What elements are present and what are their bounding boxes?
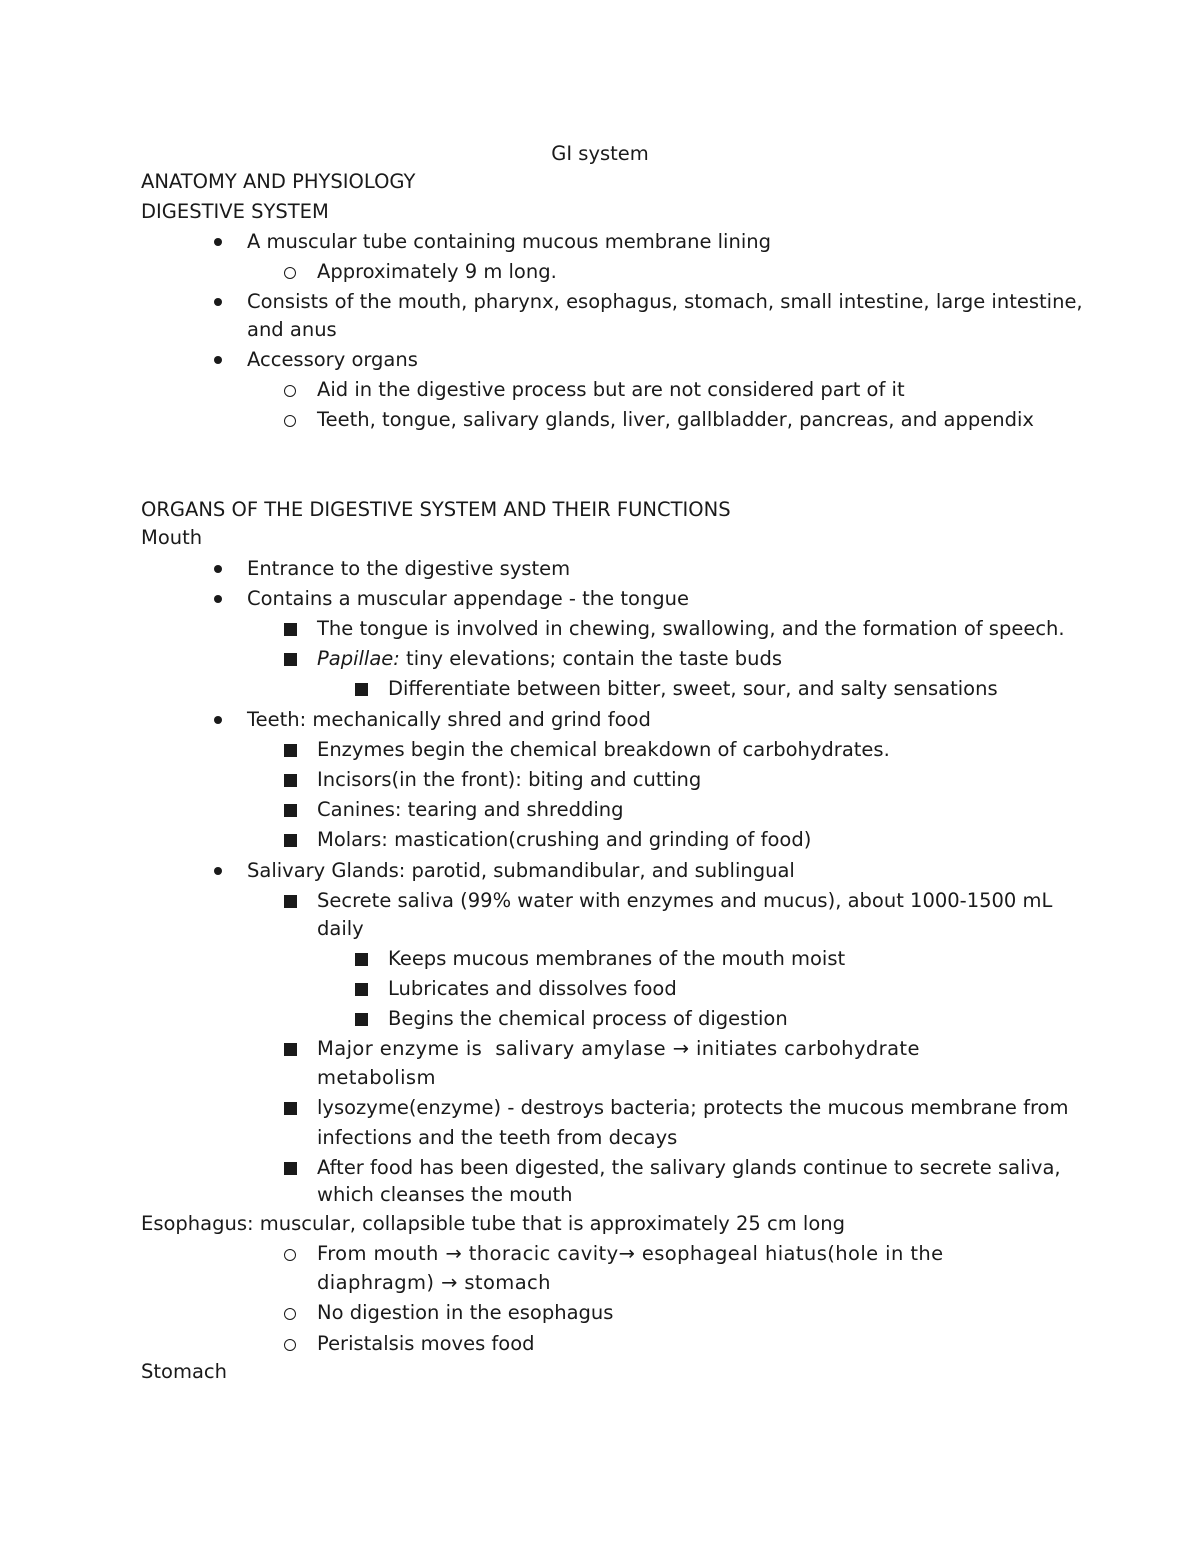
list-item-text: After food has been digested, the salivary glands continue to secrete saliva, — [317, 1156, 1061, 1179]
list-item-text: Teeth: mechanically shred and grind food — [247, 708, 651, 731]
list-item — [317, 796, 624, 824]
list-item — [388, 1005, 788, 1033]
bullet-circle-icon — [284, 1249, 296, 1261]
bullet-dot-icon — [214, 595, 222, 603]
bullet-dot-icon — [214, 238, 222, 246]
bullet-square-icon — [284, 804, 297, 817]
list-item-text: Peristalsis moves food — [317, 1332, 535, 1355]
list-item — [247, 288, 1083, 316]
bullet-circle-icon — [284, 1339, 296, 1351]
bullet-square-icon — [284, 834, 297, 847]
list-item — [317, 887, 1052, 915]
bullet-square-icon — [355, 1013, 368, 1026]
list-item-text: Major enzyme is salivary amylase → initiates carbohydrate — [317, 1037, 920, 1060]
bullet-square-icon — [284, 1043, 297, 1056]
list-item-text: Teeth, tongue, salivary glands, liver, gallbladder, pancreas, and appendix — [317, 408, 1034, 431]
bullet-circle-icon — [284, 1308, 296, 1320]
bullet-circle-icon — [284, 267, 296, 279]
list-item — [247, 706, 651, 734]
list-item-text: The tongue is involved in chewing, swallowing, and the formation of speech. — [317, 617, 1065, 640]
list-item-text: From mouth → thoracic cavity→ esophageal hiatus(hole in the — [317, 1242, 944, 1265]
list-item — [388, 975, 677, 1003]
list-item — [247, 346, 418, 374]
bullet-dot-icon — [214, 356, 222, 364]
bullet-square-icon — [284, 653, 297, 666]
bullet-square-icon — [355, 683, 368, 696]
list-item-continuation: diaphragm) → stomach — [317, 1271, 551, 1294]
bullet-dot-icon — [214, 298, 222, 306]
bullet-square-icon — [284, 623, 297, 636]
list-item — [317, 826, 811, 854]
bullet-dot-icon — [214, 565, 222, 573]
list-item-text: Keeps mucous membranes of the mouth moist — [388, 947, 846, 970]
bullet-square-icon — [284, 774, 297, 787]
list-item-text: Aid in the digestive process but are not considered part of it — [317, 378, 905, 401]
bullet-square-icon — [284, 1162, 297, 1175]
list-item — [317, 645, 782, 673]
list-item — [247, 857, 795, 885]
list-item — [317, 1299, 613, 1327]
list-item — [317, 736, 890, 764]
bullet-dot-icon — [214, 867, 222, 875]
list-item — [247, 228, 771, 256]
list-item-text: Incisors(in the front): biting and cutting — [317, 768, 702, 791]
bullet-square-icon — [355, 983, 368, 996]
list-item — [388, 945, 845, 973]
list-item — [317, 615, 1065, 643]
list-item-text: Enzymes begin the chemical breakdown of carbohydrates. — [317, 738, 890, 761]
list-item-text: lysozyme(enzyme) - destroys bacteria; protects the mucous membrane from — [317, 1096, 1069, 1119]
list-item-text: Differentiate between bitter, sweet, sour, and salty sensations — [388, 677, 998, 700]
bullet-circle-icon — [284, 415, 296, 427]
list-item-text: A muscular tube containing mucous membrane lining — [247, 230, 771, 253]
section-heading-organs: ORGANS OF THE DIGESTIVE SYSTEM AND THEIR FUNCTIONS — [141, 498, 731, 521]
list-item-text: Secrete saliva (99% water with enzymes and mucus), about 1000-1500 mL — [317, 889, 1053, 912]
list-item-text: Salivary Glands: parotid, submandibular, and sublingual — [247, 859, 795, 882]
list-item — [247, 555, 570, 583]
list-item — [388, 675, 998, 703]
bullet-square-icon — [284, 895, 297, 908]
list-item-text: Canines: tearing and shredding — [317, 798, 624, 821]
bullet-square-icon — [355, 953, 368, 966]
document-title: GI system — [551, 142, 649, 165]
bullet-circle-icon — [284, 385, 296, 397]
list-item-continuation: daily — [317, 917, 364, 940]
bullet-dot-icon — [214, 716, 222, 724]
subheading-mouth: Mouth — [141, 526, 203, 549]
subheading-esophagus: Esophagus: muscular, collapsible tube that is approximately 25 cm long — [141, 1212, 846, 1235]
list-item-text: tiny elevations; contain the taste buds — [399, 647, 783, 670]
list-item-text: Molars: mastication(crushing and grinding of food) — [317, 828, 812, 851]
subheading-digestive-system: DIGESTIVE SYSTEM — [141, 200, 329, 223]
list-item — [317, 1240, 944, 1268]
subheading-stomach: Stomach — [141, 1360, 227, 1383]
list-item-text: Accessory organs — [247, 348, 418, 371]
list-item-continuation: infections and the teeth from decays — [317, 1126, 678, 1149]
section-heading-anatomy: ANATOMY AND PHYSIOLOGY — [141, 170, 416, 193]
list-item-text: Entrance to the digestive system — [247, 557, 571, 580]
list-item-text: Lubricates and dissolves food — [388, 977, 677, 1000]
list-item — [317, 258, 557, 286]
list-item — [317, 376, 905, 404]
list-item-continuation: metabolism — [317, 1066, 436, 1089]
list-item — [317, 1035, 920, 1063]
list-item-text: No digestion in the esophagus — [317, 1301, 614, 1324]
list-item-text: Approximately 9 m long. — [317, 260, 557, 283]
term-papillae: Papillae: — [317, 647, 400, 670]
list-item — [317, 406, 1034, 434]
list-item-continuation: and anus — [247, 318, 337, 341]
list-item — [317, 1330, 535, 1358]
list-item-text: Consists of the mouth, pharynx, esophagus, stomach, small intestine, large intestine, — [247, 290, 1083, 313]
list-item-text: Contains a muscular appendage - the tongue — [247, 587, 690, 610]
bullet-square-icon — [284, 1102, 297, 1115]
list-item-continuation: which cleanses the mouth — [317, 1183, 573, 1206]
list-item — [317, 766, 701, 794]
list-item — [317, 1094, 1068, 1122]
list-item — [247, 585, 689, 613]
list-item — [317, 1154, 1061, 1182]
list-item-text: Begins the chemical process of digestion — [388, 1007, 788, 1030]
bullet-square-icon — [284, 744, 297, 757]
